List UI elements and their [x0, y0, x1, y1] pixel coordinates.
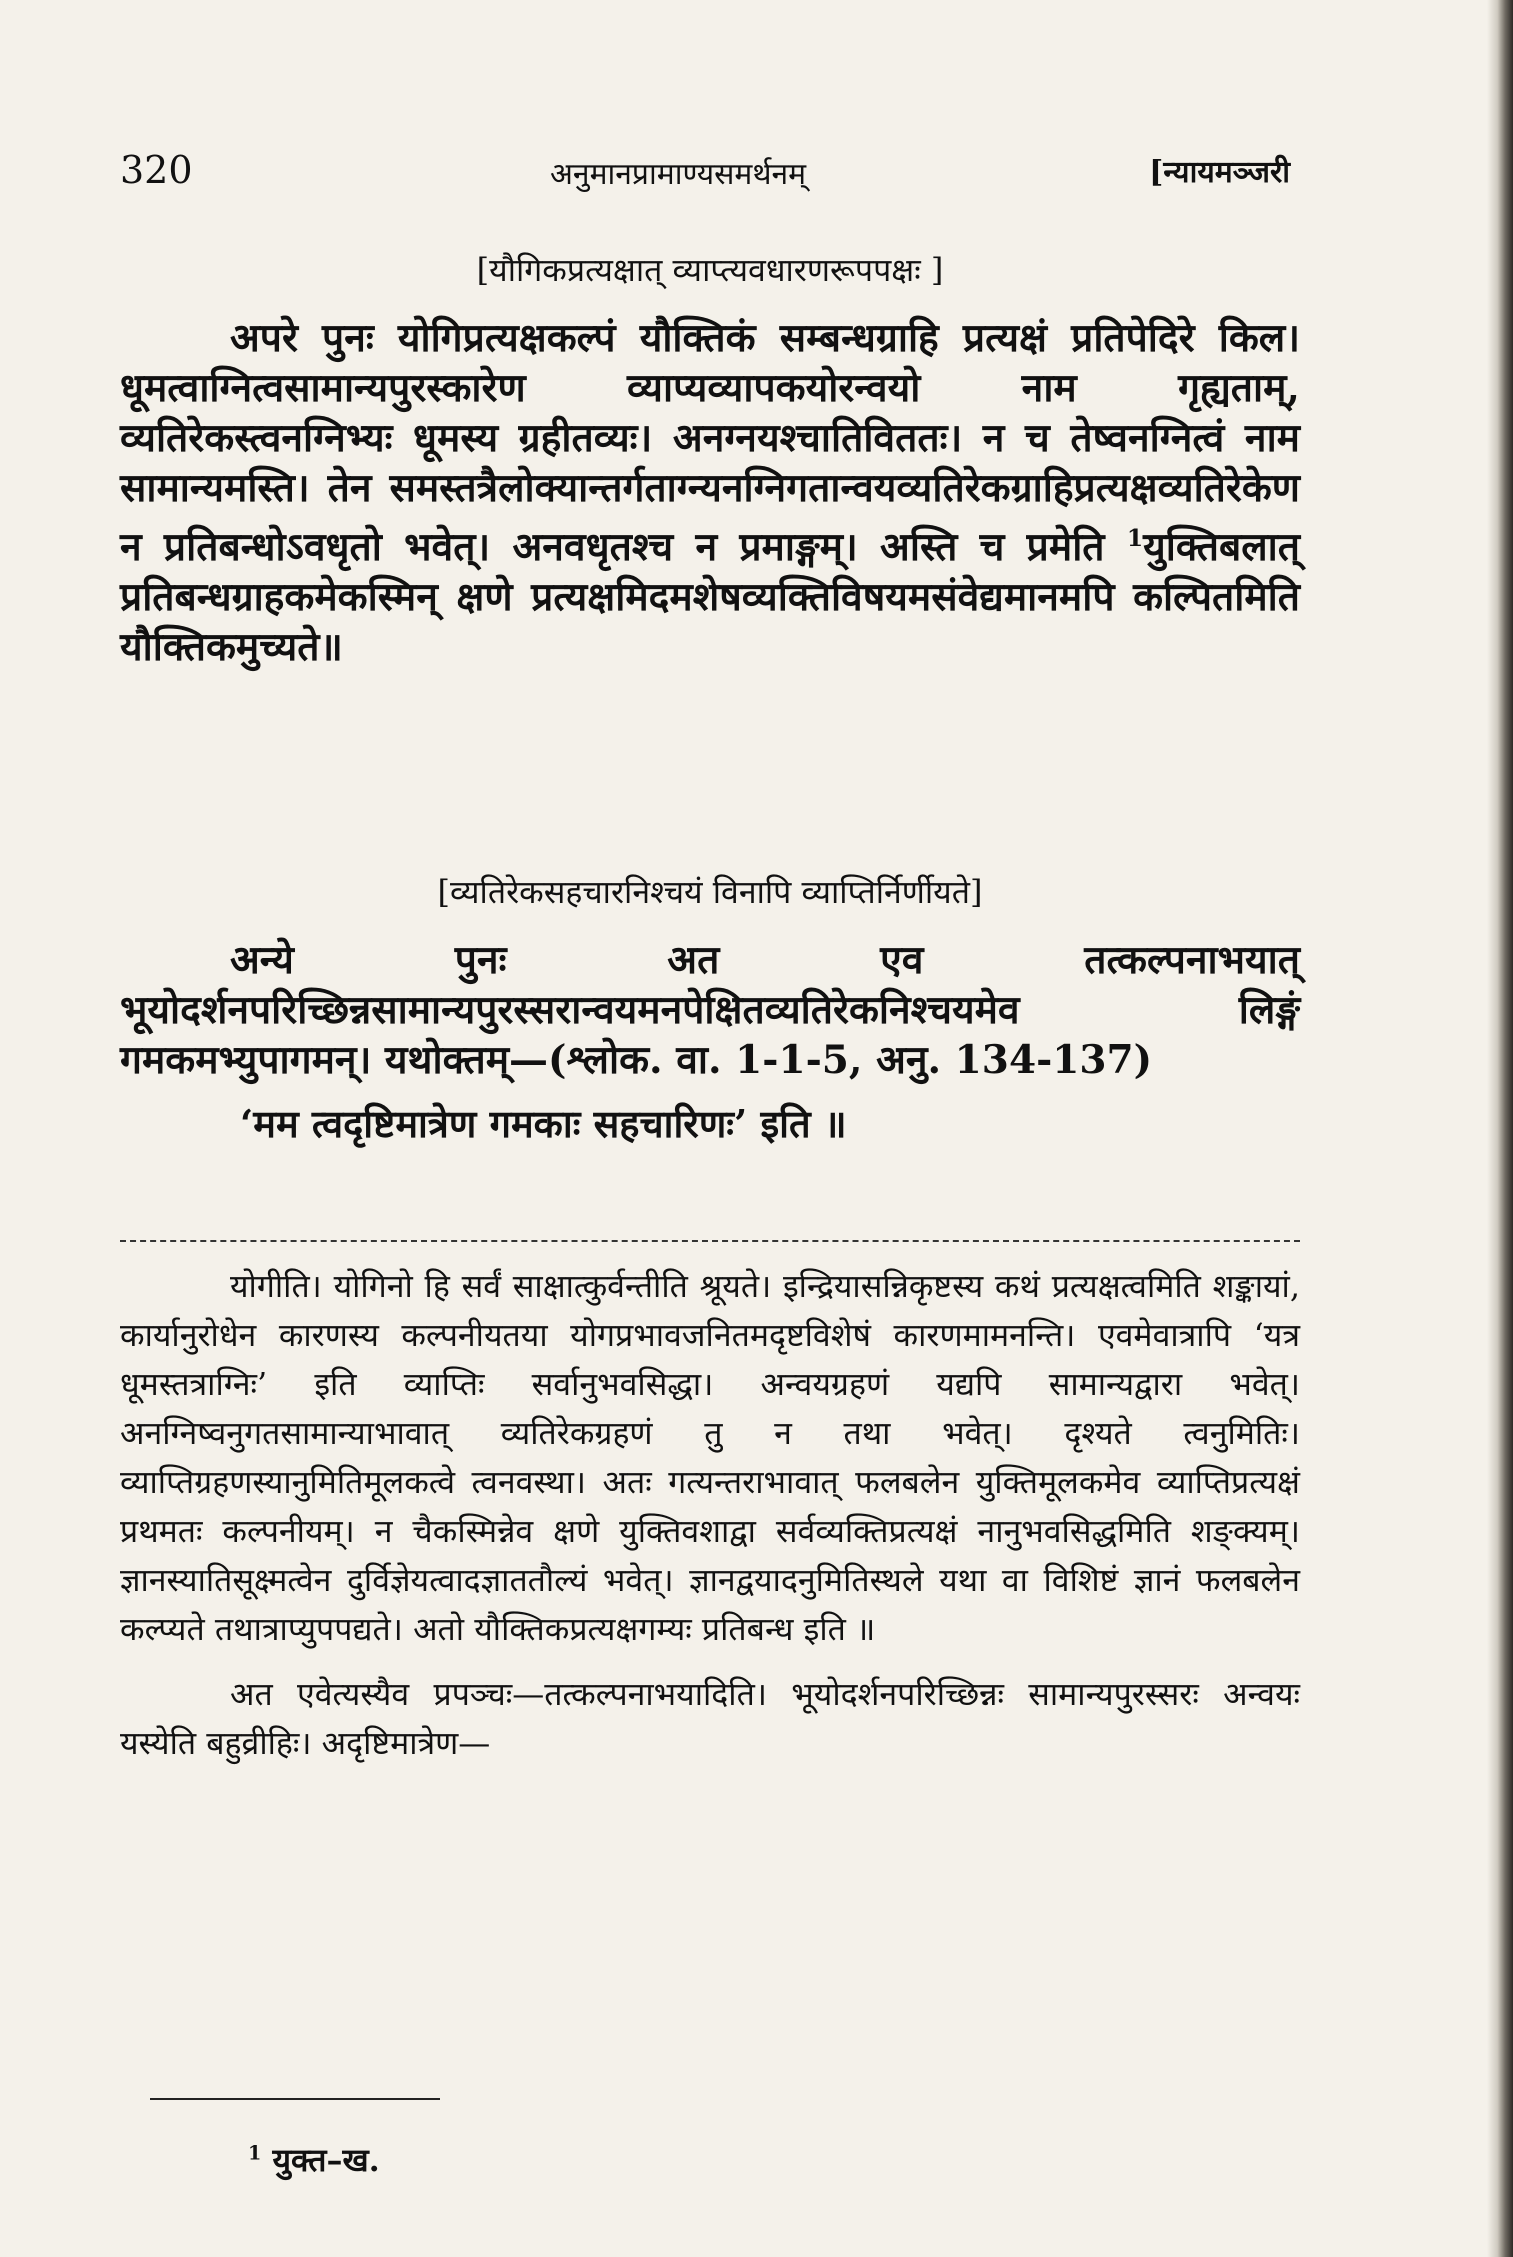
section-2-heading: [व्यतिरेकसहचारनिश्चयं विनापि व्याप्तिर्निर्णीयते] — [437, 873, 983, 911]
divider — [120, 1240, 1300, 1242]
book-title: [न्यायमञ्जरी — [1149, 155, 1290, 190]
commentary — [120, 1262, 1300, 1768]
section-2-paragraph: अन्ये पुनः अत एव तत्कल्पनाभयात् भूयोदर्शनपरिच्छिन्नसामान्यपुरस्सरान्वयमनपेक्षितव्यतिरेकनिश्चयमेव लिङ्गं गमकमभ्युपागमन्। यथोक्तम्—(श्लोक. वा. 1-1-5, अनु. 134-137) — [120, 937, 1300, 1083]
binding-edge — [1487, 0, 1513, 2257]
section-2-quote: ‘मम त्वदृष्टिमात्रेण गमकाः सहचारिणः’ इति ॥ — [240, 1101, 847, 1146]
running-title: अनुमानप्रामाण्यसमर्थनम् — [550, 157, 807, 192]
section-1 — [120, 248, 1300, 672]
footnote-marker: 1 — [248, 2141, 262, 2165]
footnote-marker-ref: 1 — [1126, 524, 1144, 552]
page-number: 320 — [120, 148, 193, 192]
footnote-text: युक्त–ख. — [272, 2141, 380, 2179]
footnote — [248, 2138, 380, 2181]
section-2 — [120, 870, 1300, 1149]
commentary-paragraph-1: योगीति। योगिनो हि सर्वं साक्षात्कुर्वन्तीति श्रूयते। इन्द्रियासन्निकृष्टस्य कथं प्रत्यक्षत्वमिति शङ्कायां, कार्यानुरोधेन कारणस्य कल्पनीयतया योगप्रभावजनितमदृष्टविशेषं कारणमामनन्ति। एवमेवात्रापि ‘यत्र धूमस्तत्राग्निः’ इति व्याप्तिः सर्वानुभवसिद्धा। अन्वयग्रहणं यद्यपि सामान्यद्वारा भवेत्। अनग्निष्वनुगतसामान्याभावात् व्यतिरेकग्रहणं तु न तथा भवेत्। दृश्यते त्वनुमितिः। व्याप्तिग्रहणस्यानुमितिमूलकत्वे त्वनवस्था। अतः गत्यन्तराभावात् फलबलेन युक्तिमूलकमेव व्याप्तिप्रत्यक्षं प्रथमतः कल्पनीयम्। न चैकस्मिन्नेव क्षणे युक्तिवशाद्वा सर्वव्यक्तिप्रत्यक्षं नानुभवसिद्धमिति शङ्क्यम्। ज्ञानस्यातिसूक्ष्मत्वेन दुर्विज्ञेयत्वादज्ञाततौल्यं भवेत्। ज्ञानद्वयादनुमितिस्थले यथा वा विशिष्टं ज्ञानं फलबलेन कल्प्यते तथात्राप्युपपद्यते। अतो यौक्तिकप्रत्यक्षगम्यः प्रतिबन्ध इति ॥ — [120, 1267, 1300, 1648]
page-header — [120, 148, 1290, 198]
section-1-paragraph — [120, 313, 1300, 672]
section-1-text-b: युक्तिबलात् प्रतिबन्धग्राहकमेकस्मिन् क्षणे प्रत्यक्षमिदमशेषव्यक्तिविषयमसंवेद्यमानमपि कल्पितमिति यौक्तिकमुच्यते॥ — [120, 524, 1300, 670]
section-1-text-a: अपरे पुनः योगिप्रत्यक्षकल्पं यौक्तिकं सम्बन्धग्राहि प्रत्यक्षं प्रतिपेदिरे किल। धूमत्वाग्नित्वसामान्यपुरस्कारेण व्याप्यव्यापकयोरन्वयो नाम गृह्यताम्, व्यतिरेकस्त्वनग्निभ्यः धूमस्य ग्रहीतव्यः। अनग्नयश्चातिविततः। न च तेष्वनग्नित्वं नाम सामान्यमस्ति। तेन समस्तत्रैलोक्यान्तर्गताग्न्यनग्निगतान्वयव्यतिरेकग्राहिप्रत्यक्षव्यतिरेकेण न प्रतिबन्धोऽवधृतो भवेत्। अनवधृतश्च न प्रमाङ्गम्। अस्ति च प्रमेति — [120, 315, 1300, 570]
commentary-paragraph-2: अत एवेत्यस्यैव प्रपञ्चः—तत्कल्पनाभयादिति। भूयोदर्शनपरिच्छिन्नः सामान्यपुरस्सरः अन्वयः यस्येति बहुव्रीहिः। अदृष्टिमात्रेण— — [120, 1675, 1300, 1762]
footnote-rule — [150, 2098, 440, 2100]
section-1-heading: [यौगिकप्रत्यक्षात् व्याप्त्यवधारणरूपपक्षः ] — [476, 251, 944, 289]
